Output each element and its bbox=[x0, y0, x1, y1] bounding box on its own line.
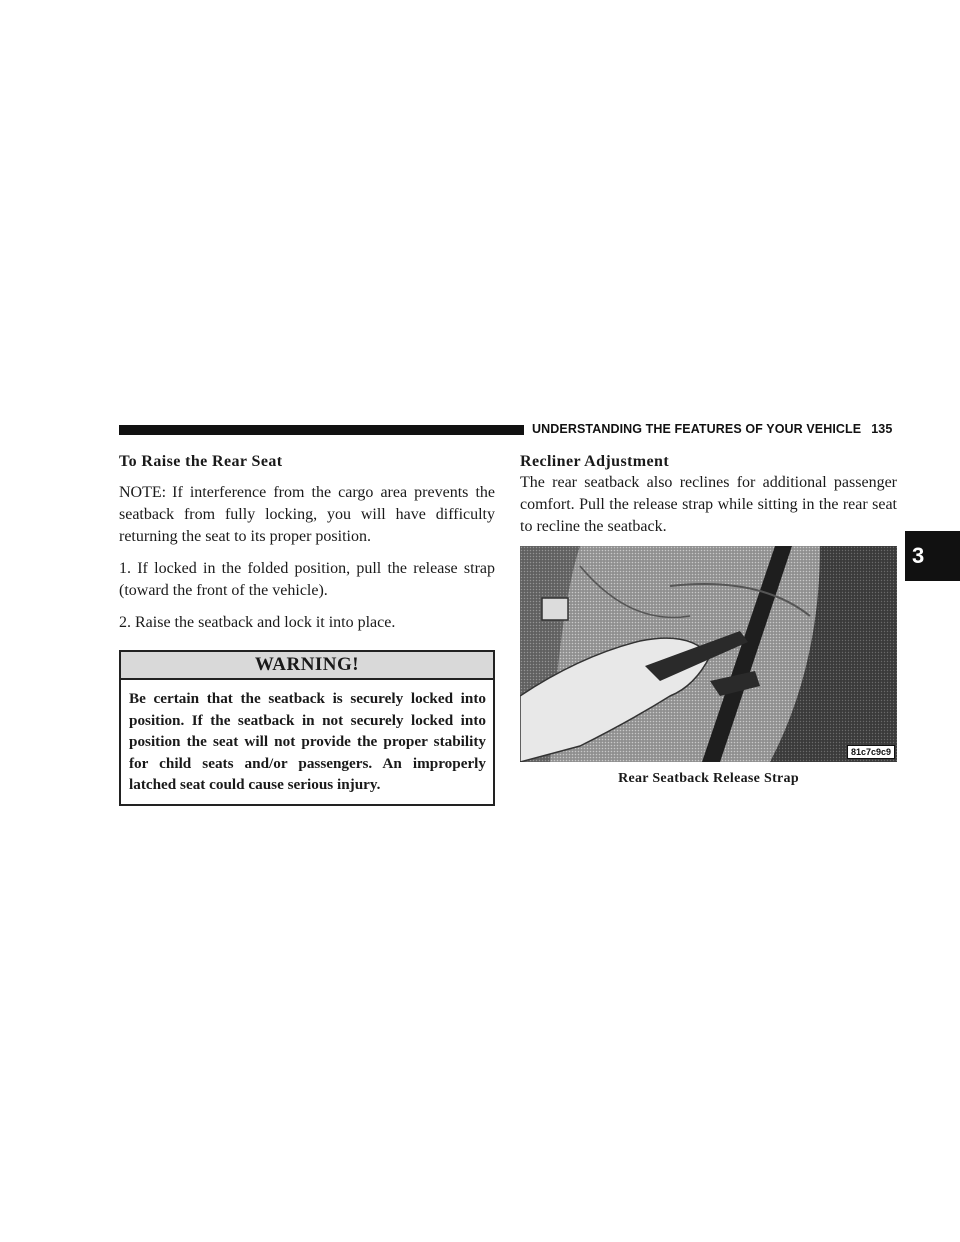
warning-box bbox=[119, 650, 495, 806]
photo-caption: Rear Seatback Release Strap bbox=[618, 771, 799, 786]
warning-title: WARNING! bbox=[121, 652, 493, 680]
section-heading-raise-rear-seat: To Raise the Rear Seat bbox=[119, 453, 283, 470]
section-heading-recliner-adjustment: Recliner Adjustment bbox=[520, 453, 670, 470]
note-text: If interference from the cargo area prevents the seatback from fully locking, you will have difficulty returning the seat to its proper position. bbox=[119, 484, 495, 545]
left-column bbox=[119, 452, 495, 806]
release-strap-photo bbox=[520, 546, 897, 762]
running-header bbox=[532, 422, 892, 436]
page-number: 135 bbox=[871, 422, 893, 436]
note-label: NOTE: bbox=[119, 484, 167, 501]
warning-text: Be certain that the seatback is securely locked into position. If the seatback in not securely locked into position the seat will not provide the proper stability for child seats and/or passengers. An improperly latched seat could cause serious injury. bbox=[129, 690, 486, 793]
right-column bbox=[520, 452, 897, 788]
header-rule bbox=[119, 425, 524, 435]
recliner-paragraph: The rear seatback also reclines for additional passenger comfort. Pull the release strap while sitting in the rear seat to recline the seatback. bbox=[520, 474, 897, 535]
photo-illustration bbox=[520, 546, 897, 762]
step-1: 1. If locked in the folded position, pull the release strap (toward the front of the vehicle). bbox=[119, 560, 495, 599]
section-title: UNDERSTANDING THE FEATURES OF YOUR VEHICLE bbox=[532, 422, 862, 436]
note-paragraph bbox=[119, 482, 495, 548]
chapter-tab: 3 bbox=[905, 531, 960, 581]
step-2: 2. Raise the seatback and lock it into place. bbox=[119, 614, 396, 631]
image-reference-code: 81c7c9c9 bbox=[847, 745, 895, 759]
